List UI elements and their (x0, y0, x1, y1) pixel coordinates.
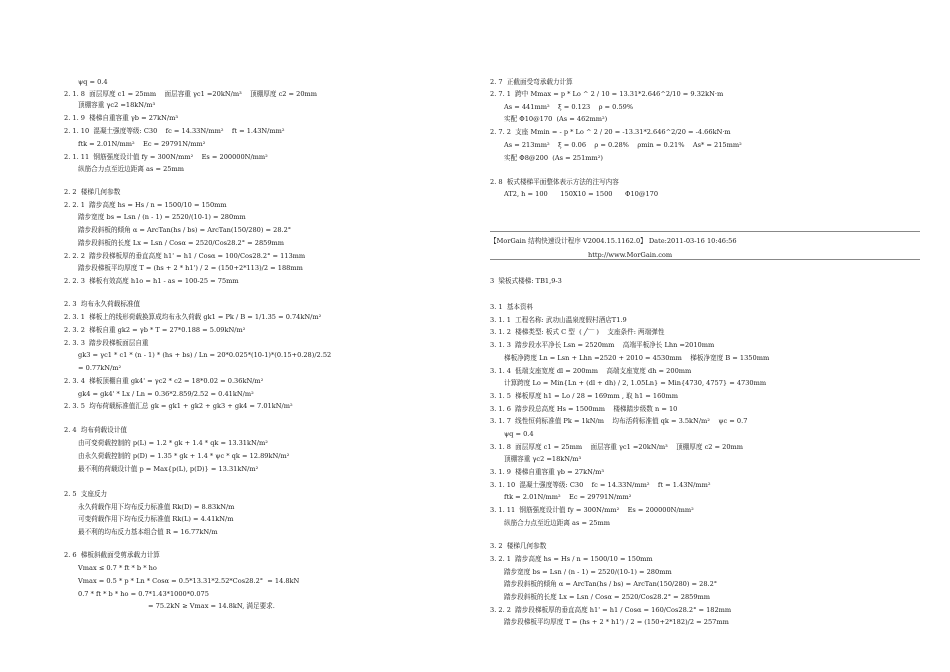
text-line: ftk = 2.01N/mm² Ec = 29791N/mm² (504, 493, 632, 501)
text-line: 2. 3. 1 梯板上的线形荷载换算成均布永久荷载 gk1 = Pk / B = 1/1.35 = 0.74kN/m² (64, 313, 322, 321)
text-line: 3. 1. 5 梯板厚度 h1 = Lo / 28 = 169mm , 取 h1 = 160mm (490, 392, 678, 400)
text-line: 3. 1. 11 钢筋强度设计值 fy = 300N/mm² Es = 200000N/mm² (490, 506, 694, 514)
text-line: 3. 1. 3 踏步段水平净长 Lsn = 2520mm 高端平板净长 Lhn =2010mm (490, 341, 715, 349)
text-line: 实配 Φ8@200 (As = 251mm²) (504, 154, 603, 162)
text-line: As = 213mm² ξ = 0.06 ρ = 0.28% ρmin = 0.21% As* = 215mm² (504, 141, 742, 149)
text-line: 2. 2. 2 踏步段梯板厚的垂直高度 h1' = h1 / Cosα = 100/Cos28.2° = 113mm (64, 252, 306, 260)
text-line: 可变荷载作用下均布反力标准值 Rk(L) = 4.41kN/m (78, 515, 234, 523)
text-line: ftk = 2.01N/mm² Ec = 29791N/mm² (78, 140, 206, 148)
separator-line-top (490, 231, 920, 232)
text-line: 永久荷载作用下均布反力标准值 Rk(D) = 8.83kN/m (78, 503, 235, 511)
text-line: 3. 1. 7 线性恒荷标准值 Pk = 1kN/m 均布活荷标准值 qk = 3.5kN/m² ψc = 0.7 (490, 417, 748, 425)
text-line: 2. 3. 5 均布荷载标准值汇总 gk = gk1 + gk2 + gk3 + gk4 = 7.01kN/m² (64, 402, 293, 410)
text-line: 最不利的均布反力基本组合值 R = 16.77kN/m (78, 528, 218, 536)
text-line: 2. 2. 1 踏步高度 hs = Hs / n = 1500/10 = 150mm (64, 201, 227, 209)
text-line: As = 441mm² ξ = 0.123 ρ = 0.59% (504, 103, 634, 111)
text-line: 2. 3. 3 踏步段梯板面层自重 (64, 339, 149, 347)
text-line: 2. 2 楼梯几何参数 (64, 188, 121, 196)
text-line: 2. 7. 1 跨中 Mmax = p * Lo ^ 2 / 10 = 13.31*2.646^2/10 = 9.32kN·m (490, 90, 724, 98)
text-line: 2. 3. 4 梯板顶棚自重 gk4' = γc2 * c2 = 18*0.02 = 0.36kN/m² (64, 377, 264, 385)
text-line: 2. 1. 11 钢筋强度设计值 fy = 300N/mm² Es = 200000N/mm² (64, 153, 268, 161)
text-line: 2. 8 板式楼梯平面整体表示方法的注写内容 (490, 178, 619, 186)
text-line: 2. 2. 3 梯板有效高度 h1o = h1 - as = 100-25 = 75mm (64, 277, 239, 285)
text-line: 踏步段斜板的倾角 α = ArcTan(hs / bs) = ArcTan(150/280) = 28.2° (78, 226, 292, 234)
text-line: 梯板净跨度 Ln = Lsn + Lhn =2520 + 2010 = 4530mm 梯板净宽度 B = 1350mm (504, 354, 770, 362)
text-line: 实配 Φ10@170 (As = 462mm²) (504, 115, 608, 123)
text-line: 踏步宽度 bs = Lsn / (n - 1) = 2520/(10-1) = 280mm (78, 213, 246, 221)
text-line: 踏步段斜板的长度 Lx = Lsn / Cosα = 2520/Cos28.2° = 2859mm (78, 239, 285, 247)
text-line: 2. 1. 9 楼梯自重容重 γb = 27kN/m³ (64, 114, 178, 122)
text-line: 踏步宽度 bs = Lsn / (n - 1) = 2520/(10-1) = 280mm (504, 568, 672, 576)
text-line: gk4 = gk4' * Lx / Ln = 0.36*2.859/2.52 = 0.41kN/m² (78, 390, 254, 398)
text-line: 2. 3 均布永久荷载标准值 (64, 300, 141, 308)
text-line: 3. 1. 9 楼梯自重容重 γb = 27kN/m³ (490, 468, 604, 476)
text-line: 2. 7. 2 支座 Mmin = - p * Lo ^ 2 / 20 = -13.31*2.646^2/20 = -4.66kN·m (490, 128, 731, 136)
text-line: 3. 1. 6 踏步段总高度 Hs = 1500mm 楼梯踏步级数 n = 10 (490, 405, 678, 413)
text-line: 2. 4 均布荷载设计值 (64, 426, 127, 434)
text-line: 2. 5 支座反力 (64, 490, 108, 498)
text-line: 3. 1 基本资料 (490, 303, 534, 311)
text-line: 【MorGain 结构快速设计程序 V2004.15.1162.0】 Date:2011-03-16 10:46:56 (490, 237, 737, 245)
text-line: 2. 6 梯板斜截面受剪承载力计算 (64, 551, 160, 559)
text-line: 3. 2 楼梯几何参数 (490, 542, 547, 550)
text-line: ψq = 0.4 (78, 78, 108, 86)
text-line: 3 梁板式楼梯: TB1,9-3 (490, 277, 562, 285)
text-line: 3. 2. 1 踏步高度 hs = Hs / n = 1500/10 = 150mm (490, 555, 653, 563)
text-line: = 75.2kN ≥ Vmax = 14.8kN, 满足要求. (148, 602, 275, 610)
text-line: 3. 1. 4 低端支座宽度 dl = 200mm 高端支座宽度 dh = 200mm (490, 367, 692, 375)
text-line: 2. 1. 8 面层厚度 c1 = 25mm 面层容重 γc1 =20kN/m³ 顶棚厚度 c2 = 20mm (64, 90, 318, 98)
text-line: Vmax ≤ 0.7 * ft * b * ho (78, 564, 157, 572)
text-line: 0.7 * ft * b * ho = 0.7*1.43*1000*0.075 (78, 590, 209, 598)
text-line: 2. 7 正截面受弯承载力计算 (490, 78, 573, 86)
text-line: = 0.77kN/m² (78, 364, 122, 372)
text-line: 顶棚容重 γc2 =18kN/m³ (78, 101, 156, 109)
text-line: 踏步段梯板平均厚度 T = (hs + 2 * h1') / 2 = (150+2*182)/2 = 257mm (504, 618, 729, 626)
text-line: 纵筋合力点至近边距离 as = 25mm (504, 519, 610, 527)
text-line: AT2, h = 100 150X10 = 1500 Φ10@170 (504, 190, 659, 198)
text-line: 踏步段斜板的长度 Lx = Lsn / Cosα = 2520/Cos28.2° = 2859mm (504, 593, 711, 601)
text-line: 由可变荷载控制的 p(L) = 1.2 * gk + 1.4 * qk = 13.31kN/m² (78, 439, 268, 447)
text-line: 3. 1. 2 楼梯类型: 板式 C 型 ( ╱‾‾ ) 支座条件: 两端弹性 (490, 328, 665, 336)
text-line: 由永久荷载控制的 p(D) = 1.35 * gk + 1.4 * ψc * qk = 12.89kN/m² (78, 452, 290, 460)
text-line: http://www.MorGain.com (588, 251, 673, 259)
text-line: ψq = 0.4 (504, 430, 534, 438)
text-line: 2. 1. 10 混凝土强度等级: C30 fc = 14.33N/mm² ft = 1.43N/mm² (64, 127, 285, 135)
text-line: Vmax = 0.5 * p * Ln * Cosα = 0.5*13.31*2.52*Cos28.2° = 14.8kN (78, 577, 300, 585)
text-line: 计算跨度 Lo = Min{Ln + (dl + dh) / 2, 1.05Ln} = Min{4730, 4757} = 4730mm (504, 379, 767, 387)
text-line: 3. 1. 1 工程名称: 武功山温泉度假村酒店T1.9 (490, 316, 627, 324)
text-line: gk3 = γc1 * c1 * (n - 1) * (hs + bs) / Ln = 20*0.025*(10-1)*(0.15+0.28)/2.52 (78, 351, 332, 359)
text-line: 纵筋合力点至近边距离 as = 25mm (78, 165, 184, 173)
text-line: 3. 1. 8 面层厚度 c1 = 25mm 面层容重 γc1 =20kN/m³ 顶棚厚度 c2 = 20mm (490, 443, 744, 451)
text-line: 踏步段梯板平均厚度 T = (hs + 2 * h1') / 2 = (150+2*113)/2 = 188mm (78, 264, 303, 272)
text-line: 踏步段斜板的倾角 α = ArcTan(hs / bs) = ArcTan(150/280) = 28.2° (504, 580, 718, 588)
text-line: 最不利的荷载设计值 p = Max{p(L), p(D)} = 13.31kN/m² (78, 465, 259, 473)
text-line: 3. 1. 10 混凝土强度等级: C30 fc = 14.33N/mm² ft = 1.43N/mm² (490, 481, 711, 489)
separator-line-bottom (490, 259, 920, 260)
text-line: 2. 3. 2 梯板自重 gk2 = γb * T = 27*0.188 = 5.09kN/m² (64, 326, 246, 334)
text-line: 3. 2. 2 踏步段梯板厚的垂直高度 h1' = h1 / Cosα = 160/Cos28.2° = 182mm (490, 606, 732, 614)
text-line: 顶棚容重 γc2 =18kN/m³ (504, 455, 582, 463)
